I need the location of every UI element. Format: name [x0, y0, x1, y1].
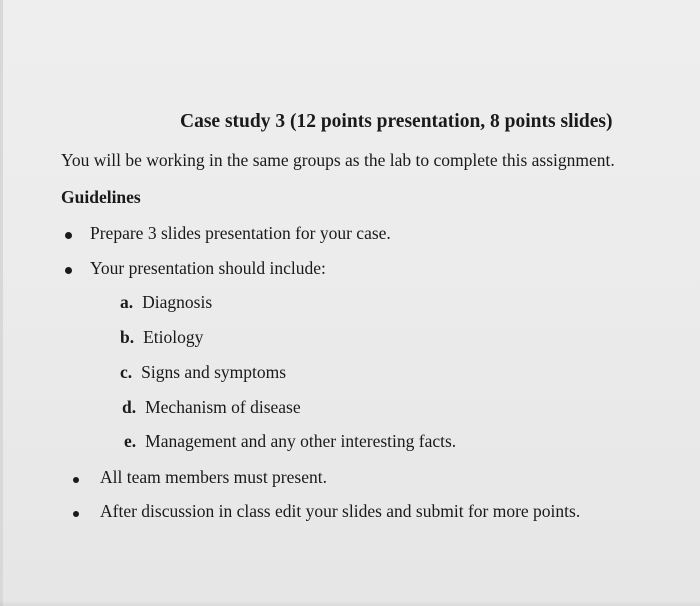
page-bottom-shadow: [0, 600, 700, 606]
bullet-dot-icon: [73, 511, 79, 517]
sub-list-text: Etiology: [143, 327, 204, 347]
sub-list-letter: c.: [120, 362, 133, 382]
bullet-dot-icon: [65, 232, 72, 239]
bullet-dot-icon: [65, 267, 72, 274]
sub-list-letter: a.: [120, 292, 134, 312]
sub-list-item: [124, 431, 456, 452]
sub-list-text: Diagnosis: [142, 292, 213, 312]
sub-list-item: [120, 327, 203, 348]
list-item: Your presentation should include:: [90, 258, 326, 278]
list-item: Prepare 3 slides presentation for your case.: [90, 223, 391, 243]
page-edge-shadow: [0, 0, 3, 606]
list-item: After discussion in class edit your slides and submit for more points.: [100, 501, 581, 521]
guidelines-heading: Guidelines: [61, 187, 141, 207]
list-item: All team members must present.: [100, 467, 327, 487]
sub-list-letter: d.: [122, 397, 137, 417]
sub-list-letter: e.: [124, 431, 137, 451]
sub-list-item: [122, 397, 301, 418]
page-title: Case study 3 (12 points presentation, 8 points slides): [180, 111, 613, 132]
sub-list-item: [120, 362, 286, 383]
sub-list-item: [120, 292, 212, 313]
sub-list-text: Mechanism of disease: [145, 397, 301, 417]
sub-list-text: Management and any other interesting facts.: [145, 431, 457, 451]
intro-paragraph: You will be working in the same groups as the lab to complete this assignment.: [61, 150, 615, 170]
bullet-dot-icon: [73, 477, 79, 483]
sub-list-text: Signs and symptoms: [141, 362, 287, 382]
sub-list-letter: b.: [120, 327, 135, 347]
